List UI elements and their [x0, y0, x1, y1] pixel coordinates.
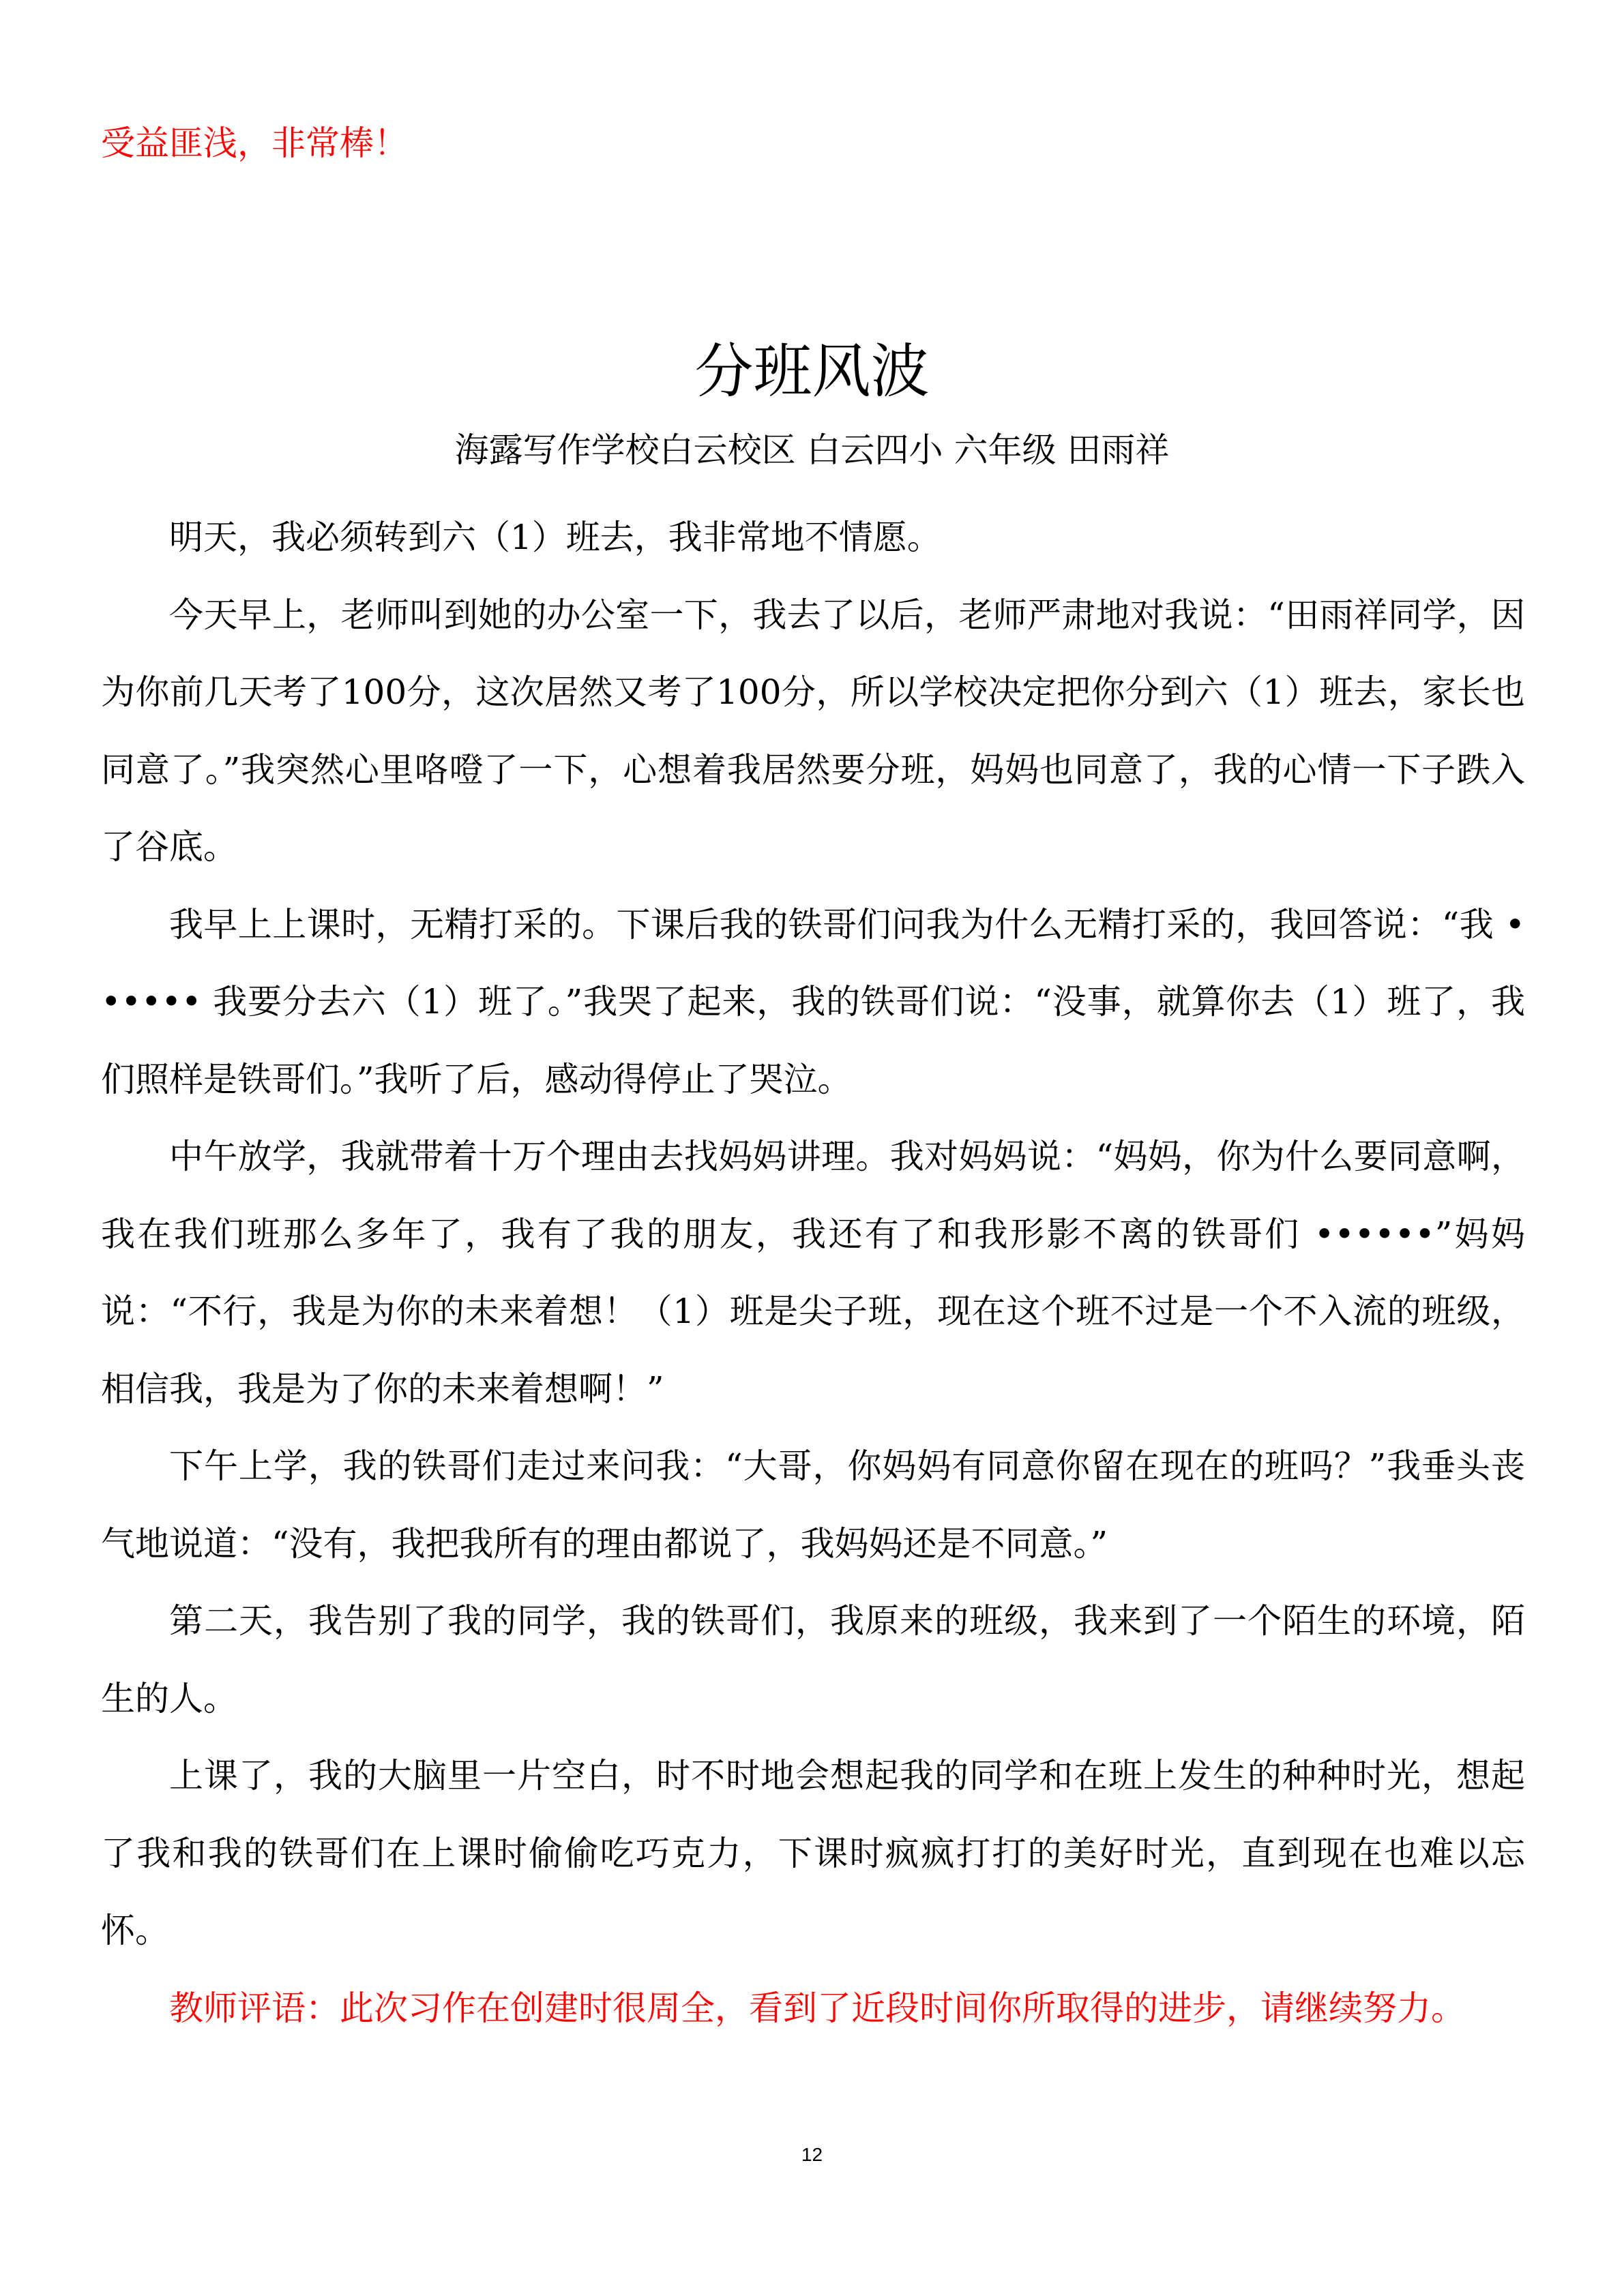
- article-byline: 海露写作学校白云校区 白云四小 六年级 田雨祥: [454, 430, 1170, 470]
- paragraph: 下午上学，我的铁哥们走过来问我：“大哥，你妈妈有同意你留在现在的班吗？”我垂头丧气地说道：“没有，我把我所有的理由都说了，我妈妈还是不同意。”: [101, 1446, 1525, 1564]
- paragraph: 中午放学，我就带着十万个理由去找妈妈讲理。我对妈妈说：“妈妈，你为什么要同意啊，我在我们班那么多年了，我有了我的朋友，我还有了和我形影不离的铁哥们 ••••••”妈妈说：“不行，我是为你的未来着想！（1）班是尖子班，现在这个班不过是一个不入流的班级，相信我，我是为了你的未来着想啊！”: [101, 1137, 1525, 1409]
- paragraph: 第二天，我告别了我的同学，我的铁哥们，我原来的班级，我来到了一个陌生的环境，陌生的人。: [101, 1601, 1525, 1718]
- previous-teacher-comment: 受益匪浅，非常棒！: [101, 123, 408, 163]
- article-body: [101, 499, 1525, 2047]
- paragraph: 明天，我必须转到六（1）班去，我非常地不情愿。: [169, 518, 941, 557]
- paragraph: 上课了，我的大脑里一片空白，时不时地会想起我的同学和在班上发生的种种时光，想起了我和我的铁哥们在上课时偷偷吃巧克力，下课时疯疯打打的美好时光，直到现在也难以忘怀。: [101, 1756, 1525, 1950]
- teacher-comment: 教师评语：此次习作在创建时很周全，看到了近段时间你所取得的进步，请继续努力。: [169, 1988, 1465, 2028]
- page-number: 12: [801, 2144, 823, 2165]
- article-title: 分班风波: [694, 338, 930, 406]
- paragraph: 我早上上课时，无精打采的。下课后我的铁哥们问我为什么无精打采的，我回答说：“我 •••••• 我要分去六（1）班了。”我哭了起来，我的铁哥们说：“没事，就算你去（1）班了，我们照样是铁哥们。”我听了后，感动得停止了哭泣。: [101, 904, 1525, 1099]
- paragraph: 今天早上，老师叫到她的办公室一下，我去了以后，老师严肃地对我说：“田雨祥同学，因为你前几天考了100分，这次居然又考了100分，所以学校决定把你分到六（1）班去，家长也同意了。”我突然心里咯噔了一下，心想着我居然要分班，妈妈也同意了，我的心情一下子跌入了谷底。: [101, 595, 1525, 867]
